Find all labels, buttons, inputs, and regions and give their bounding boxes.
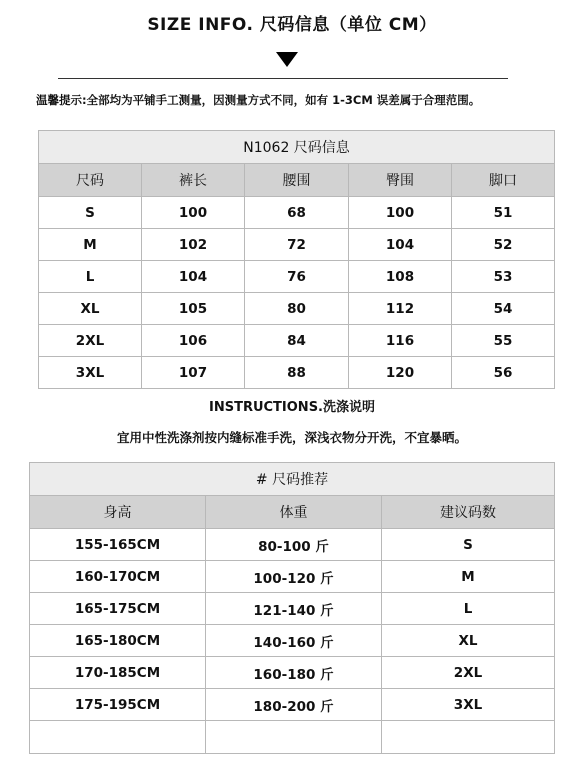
hip-cell: 104 bbox=[349, 229, 452, 261]
header-cell: 臀围 bbox=[349, 164, 452, 197]
header-cell: 体重 bbox=[206, 496, 382, 529]
length-cell: 102 bbox=[142, 229, 245, 261]
page-title: SIZE INFO. 尺码信息（单位 CM） bbox=[147, 15, 437, 35]
table-row bbox=[30, 689, 555, 721]
weight-cell: 160-180 斤 bbox=[206, 657, 382, 689]
length-cell: 104 bbox=[142, 261, 245, 293]
header-cell: 腰围 bbox=[245, 164, 349, 197]
height-cell: 160-170CM bbox=[30, 561, 206, 593]
waist-cell: 76 bbox=[245, 261, 349, 293]
hip-cell: 100 bbox=[349, 197, 452, 229]
hem-cell: 52 bbox=[452, 229, 555, 261]
hem-cell: 55 bbox=[452, 325, 555, 357]
empty-cell bbox=[382, 721, 555, 754]
size-cell: L bbox=[39, 261, 142, 293]
weight-cell: 180-200 斤 bbox=[206, 689, 382, 721]
weight-cell: 80-100 斤 bbox=[206, 529, 382, 561]
hem-cell: 56 bbox=[452, 357, 555, 389]
size-cell: XL bbox=[39, 293, 142, 325]
table-row bbox=[39, 293, 555, 325]
height-cell: 170-185CM bbox=[30, 657, 206, 689]
length-cell: 107 bbox=[142, 357, 245, 389]
table-row bbox=[30, 625, 555, 657]
recommended-size-cell: M bbox=[382, 561, 555, 593]
height-cell: 155-165CM bbox=[30, 529, 206, 561]
table-row bbox=[30, 529, 555, 561]
recommend-table-caption: # 尺码推荐 bbox=[30, 463, 555, 496]
instructions-title: INSTRUCTIONS.洗涤说明 bbox=[209, 400, 375, 415]
waist-cell: 68 bbox=[245, 197, 349, 229]
size-table bbox=[38, 130, 555, 389]
waist-cell: 88 bbox=[245, 357, 349, 389]
empty-row bbox=[30, 721, 555, 754]
divider bbox=[58, 78, 508, 79]
measurement-tip: 温馨提示:全部均为平铺手工测量，因测量方式不同，如有 1-3CM 误差属于合理范围。 bbox=[36, 93, 481, 107]
size-table-caption: N1062 尺码信息 bbox=[39, 131, 555, 164]
recommended-size-cell: XL bbox=[382, 625, 555, 657]
header-cell: 身高 bbox=[30, 496, 206, 529]
weight-cell: 121-140 斤 bbox=[206, 593, 382, 625]
hem-cell: 53 bbox=[452, 261, 555, 293]
header-cell: 裤长 bbox=[142, 164, 245, 197]
table-row bbox=[39, 197, 555, 229]
empty-cell bbox=[206, 721, 382, 754]
table-row bbox=[30, 593, 555, 625]
size-cell: 2XL bbox=[39, 325, 142, 357]
hip-cell: 116 bbox=[349, 325, 452, 357]
height-cell: 175-195CM bbox=[30, 689, 206, 721]
recommend-table-header bbox=[30, 496, 555, 529]
length-cell: 100 bbox=[142, 197, 245, 229]
size-cell: M bbox=[39, 229, 142, 261]
height-cell: 165-175CM bbox=[30, 593, 206, 625]
length-cell: 105 bbox=[142, 293, 245, 325]
down-arrow-icon bbox=[276, 52, 298, 67]
table-row bbox=[30, 561, 555, 593]
table-row bbox=[39, 357, 555, 389]
header-cell: 建议码数 bbox=[382, 496, 555, 529]
header-cell: 脚口 bbox=[452, 164, 555, 197]
height-cell: 165-180CM bbox=[30, 625, 206, 657]
recommended-size-cell: L bbox=[382, 593, 555, 625]
recommended-size-cell: 2XL bbox=[382, 657, 555, 689]
waist-cell: 84 bbox=[245, 325, 349, 357]
size-cell: 3XL bbox=[39, 357, 142, 389]
hip-cell: 120 bbox=[349, 357, 452, 389]
size-table-header bbox=[39, 164, 555, 197]
hip-cell: 112 bbox=[349, 293, 452, 325]
length-cell: 106 bbox=[142, 325, 245, 357]
hem-cell: 51 bbox=[452, 197, 555, 229]
waist-cell: 72 bbox=[245, 229, 349, 261]
recommended-size-cell: S bbox=[382, 529, 555, 561]
table-row bbox=[30, 657, 555, 689]
table-row bbox=[39, 325, 555, 357]
table-row bbox=[39, 261, 555, 293]
weight-cell: 100-120 斤 bbox=[206, 561, 382, 593]
size-cell: S bbox=[39, 197, 142, 229]
empty-cell bbox=[30, 721, 206, 754]
hip-cell: 108 bbox=[349, 261, 452, 293]
weight-cell: 140-160 斤 bbox=[206, 625, 382, 657]
header-cell: 尺码 bbox=[39, 164, 142, 197]
table-row bbox=[39, 229, 555, 261]
instructions-text: 宜用中性洗涤剂按内缝标准手洗，深浅衣物分开洗，不宜暴晒。 bbox=[116, 430, 467, 445]
hem-cell: 54 bbox=[452, 293, 555, 325]
waist-cell: 80 bbox=[245, 293, 349, 325]
recommended-size-cell: 3XL bbox=[382, 689, 555, 721]
size-recommendation-table bbox=[29, 462, 555, 754]
